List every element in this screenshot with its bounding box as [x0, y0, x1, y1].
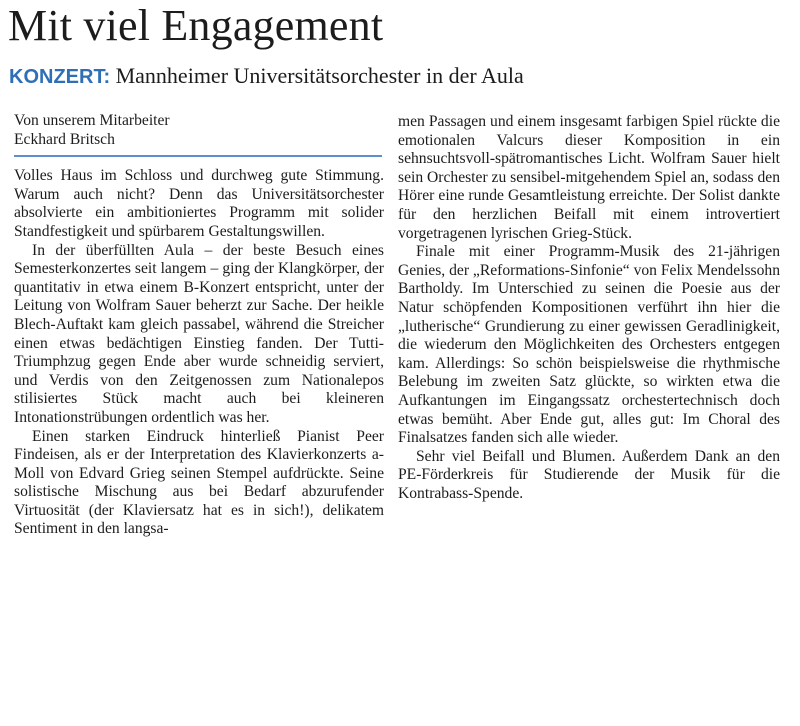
- kicker: KONZERT:: [9, 66, 111, 88]
- subheadline-line: [9, 62, 524, 91]
- byline-line1: Von unserem Mitarbeiter: [14, 112, 170, 129]
- column-right: [398, 113, 780, 503]
- byline-divider: [14, 155, 382, 157]
- paragraph-2: In der überfüllten Aula – der beste Besuch eines Semesterkonzertes seit langem – ging der Klangkörper, der quantitativ in etwa einem B-Konzert entspricht, unter der Leitung von Wolfram Sauer beherzt zur Sache. Der heikle Blech-Auftakt kam gleich passabel, während die Streicher einen etwas bedächtigen Einstieg fanden. Der Tutti-Triumphzug gegen Ende aber wurde schneidig serviert, und Verdis von den Zeitgenossen zum Nationalepos stilisiertes Stück macht auch bei kleineren Intonationstrübungen ordentlich was her.: [14, 241, 384, 426]
- column-left: [14, 112, 384, 539]
- paragraph-3-continued: men Passagen und einem insgesamt farbigen Spiel rückte die emotionalen Valcurs dieser Komposition in ein sehnsuchtsvoll-spätromantisches Licht. Wolfram Sauer hielt sein Orchester zu sensibel-mitgehendem Spiel an, sodass den Hörer eine runde Gesamtleistung erreichte. Der Solist dankte für den herzlichen Beifall mit einem introvertiert vorgetragenen lyrischen Grieg-Stück.: [398, 113, 780, 242]
- byline-author: Eckhard Britsch: [14, 130, 115, 148]
- headline: Mit viel Engagement: [8, 1, 384, 50]
- paragraph-3-start: Einen starken Eindruck hinterließ Pianist Peer Findeisen, als er der Interpretation des Klavierkonzerts a-Moll von Edvard Grieg seinen Stempel aufdrückte. Seine solistische Mischung aus bei Bedarf abzurufender Virtuosität (der Klaviersatz hat es in sich!), delikatem Sentiment in den langsa-: [14, 427, 384, 538]
- paragraph-4: Finale mit einer Programm-Musik des 21-jährigen Genies, der „Reformations-Sinfonie“ von Felix Mendelssohn Bartholdy. Im Unterschied zu seinen die Poesie aus der Natur schöpfenden Kompositionen verführt ihn hier die „lutherische“ Grundierung zu einer gewissen Geradlinigkeit, die wiederum den Möglichkeiten des Orchesters entgegen kam. Allerdings: So schön beispielsweise die rhythmische Belebung im zweiten Satz glückte, so wirkten etwa die Aufkantungen im Eingangssatz orchestertechnisch doch etwas bemüht. Aber Ende gut, alles gut: Im Choral des Finalsatzes fanden sich alle wieder.: [398, 243, 780, 447]
- paragraph-5: Sehr viel Beifall und Blumen. Außerdem Dank an den PE-Förderkreis für Studierende der Musik für die Kontrabass-Spende.: [398, 447, 780, 502]
- subheadline: Mannheimer Universitätsorchester in der Aula: [115, 63, 524, 88]
- paragraph-1: Volles Haus im Schloss und durchweg gute Stimmung. Warum auch nicht? Denn das Universitätsorchester absolvierte ein ambitioniertes Programm mit solider Standfestigkeit und spürbarem Gestaltungswillen.: [14, 167, 384, 240]
